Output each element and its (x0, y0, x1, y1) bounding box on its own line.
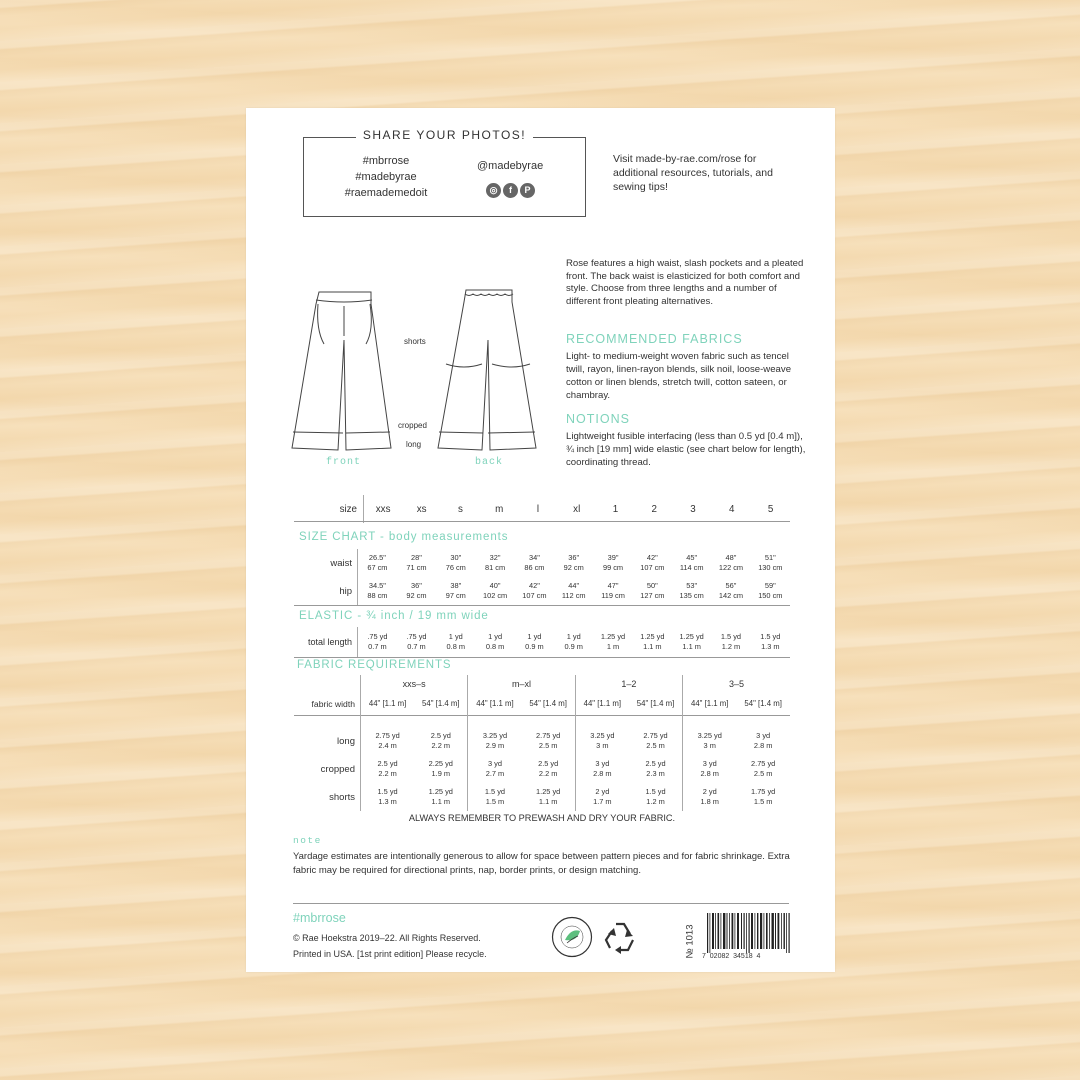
width-cell: 44" [1.1 m] (690, 698, 729, 708)
elastic-cell: 1.5 yd 1.2 m (720, 632, 742, 651)
visit-text: Visit made-by-rae.com/rose for additional resources, tutorials, and sewing tips! (613, 153, 773, 193)
recycle-icon (600, 918, 640, 958)
width-cell: 44" [1.1 m] (476, 698, 514, 708)
prewash-reminder: ALWAYS REMEMBER TO PREWASH AND DRY YOUR FABRIC. (408, 813, 676, 823)
width-cell: 54" [1.4 m] (744, 698, 782, 708)
waist-cell: 32" 81 cm (485, 553, 506, 572)
yardage-cell: 1.25 yd 1.1 m (522, 783, 576, 811)
waist-cell: 42" 107 cm (640, 553, 665, 572)
hip-cell: 38" 97 cm (445, 581, 466, 600)
elastic-cell: 1 yd 0.9 m (525, 632, 544, 651)
note-text: Yardage estimates are intentionally generous to allow for space between pattern pieces and for fabric shrinkage. Extra fabric may be required for directional prints, nap, border prints, or design matching. (293, 851, 790, 876)
yardage-cell: 1.25 yd 1.1 m (414, 783, 468, 811)
width-cell: 44" [1.1 m] (583, 698, 622, 708)
fabrics-text: Light- to medium-weight woven fabric such as tencel twill, rayon, linen-rayon blends, silk noil, loose-weave cotton or linen blends, stretch twill, cotton sateen, or chambray. (566, 351, 792, 401)
divider (294, 521, 790, 522)
group-header: 1–2 (575, 675, 682, 693)
fabric-width-label: fabric width (294, 693, 361, 715)
caption-front: front (326, 457, 362, 468)
notions-heading: NOTIONS (566, 412, 630, 426)
elastic-cell: 1 yd 0.8 m (446, 632, 466, 651)
size-col: xl (573, 503, 581, 515)
yardage-cell: 2.5 yd 2.3 m (629, 755, 683, 783)
yardage-cell: 2.75 yd 2.4 m (375, 731, 400, 750)
waist-cell: 39" 99 cm (602, 553, 624, 572)
divider (294, 605, 790, 606)
yardage-cell: 2 yd 1.7 m (593, 787, 612, 806)
width-cell: 54" [1.4 m] (522, 693, 576, 715)
hashtag-madebyrae: #madebyrae (355, 171, 417, 183)
divider (293, 903, 789, 904)
waist-cell: 36" 92 cm (563, 553, 584, 572)
yardage-cell: 1.5 yd 1.5 m (484, 787, 506, 806)
hashtag-raemademedoit: #raemademedoit (344, 187, 428, 199)
barcode (705, 911, 795, 953)
pattern-number: № 1013 (684, 924, 696, 959)
group-header: 3–5 (729, 679, 745, 689)
row-label-long: long (294, 727, 361, 755)
fabrics-heading: RECOMMENDED FABRICS (566, 332, 743, 346)
caption-back: back (475, 457, 504, 468)
yardage-cell: 3 yd 2.8 m (593, 759, 612, 778)
hip-cell: 44" 112 cm (561, 581, 586, 600)
elastic-cell: .75 yd 0.7 m (406, 632, 427, 651)
hip-cell: 34.5" 88 cm (367, 581, 388, 600)
yardage-cell: 2.5 yd 2.2 m (522, 755, 576, 783)
size-col: 4 (729, 503, 735, 515)
hip-label: hip (296, 577, 358, 605)
width-cell: 54" [1.4 m] (629, 693, 683, 715)
hip-cell: 53" 135 cm (679, 581, 704, 600)
copyright: © Rae Hoekstra 2019–22. All Rights Reserved. (293, 933, 481, 943)
body-measurements-table (296, 549, 790, 605)
waist-cell: 30" 76 cm (445, 553, 466, 572)
waist-label: waist (296, 549, 358, 577)
sustainable-logo-icon (551, 916, 593, 958)
hip-cell: 42" 107 cm (522, 581, 547, 600)
size-col: l (536, 503, 540, 515)
hashtag-mbrrose: #mbrrose (362, 155, 410, 167)
width-cell: 44" [1.1 m] (368, 698, 407, 708)
elastic-cell: 1.25 yd 1.1 m (679, 632, 704, 651)
product-description: Rose features a high waist, slash pockets and a pleated front. The back waist is elasticized for both comfort and style. Choose from three lengths and a number of different front pleating alternatives. (566, 258, 804, 307)
yardage-cell: 3 yd 2.8 m (753, 731, 773, 750)
label-cropped: cropped (398, 421, 427, 430)
elastic-cell: 1.25 yd 1 m (600, 632, 626, 651)
elastic-label: total length (296, 627, 358, 657)
yardage-cell: 3 yd 2.8 m (700, 759, 719, 778)
yardage-cell: 3 yd 2.7 m (485, 759, 505, 778)
waist-cell: 26.5" 67 cm (367, 553, 388, 572)
yardage-cell: 1.5 yd 1.3 m (377, 787, 398, 806)
size-col: 3 (690, 503, 696, 515)
instagram-icon: ◎ (486, 183, 501, 198)
elastic-cell: 1 yd 0.8 m (485, 632, 505, 651)
hip-cell: 56" 142 cm (718, 581, 744, 600)
row-label-cropped: cropped (294, 755, 361, 783)
yardage-cell: 2.75 yd 2.5 m (751, 759, 776, 778)
yardage-cell: 2.75 yd 2.5 m (522, 727, 576, 755)
yardage-cell: 3.25 yd 3 m (697, 731, 722, 750)
size-label: size (296, 495, 364, 523)
elastic-cell: 1.5 yd 1.3 m (760, 632, 781, 651)
pants-illustration (286, 280, 566, 472)
size-col: xs (416, 503, 427, 515)
yardage-cell: 1.5 yd 1.2 m (629, 783, 683, 811)
yardage-cell: 1.75 yd 1.5 m (751, 787, 776, 806)
facebook-icon: f (503, 183, 518, 198)
printed-note: Printed in USA. [1st print edition] Please recycle. (293, 949, 487, 959)
note-title: note (293, 835, 322, 846)
size-col: s (457, 503, 463, 515)
size-col: 1 (612, 503, 619, 515)
yardage-cell: 2 yd 1.8 m (700, 787, 719, 806)
hip-cell: 47" 119 cm (601, 581, 625, 600)
front-pants-drawing (292, 292, 391, 450)
waist-cell: 45" 114 cm (679, 553, 704, 572)
yardage-cell: 2.75 yd 2.5 m (629, 727, 683, 755)
size-col: m (495, 503, 504, 515)
group-header: xxs–s (361, 675, 468, 693)
label-long: long (406, 440, 422, 449)
hip-cell: 59" 150 cm (758, 581, 783, 600)
yardage-cell: 2.5 yd 2.2 m (414, 727, 468, 755)
yardage-cell: 3.25 yd 3 m (590, 731, 615, 750)
footer-hashtag: #mbrrose (293, 911, 346, 925)
label-shorts: shorts (404, 337, 426, 346)
elastic-cell: 1.25 yd 1.1 m (640, 632, 665, 651)
size-col: 5 (767, 503, 774, 515)
hip-cell: 40" 102 cm (482, 581, 508, 600)
width-cell: 54" [1.4 m] (414, 693, 468, 715)
pattern-envelope-back (246, 108, 835, 972)
waist-cell: 48" 122 cm (718, 553, 744, 572)
elastic-cell: 1 yd 0.9 m (564, 632, 583, 651)
size-col: 2 (651, 503, 657, 515)
pinterest-icon: P (520, 183, 535, 198)
hip-cell: 36" 92 cm (406, 581, 427, 600)
hip-cell: 50" 127 cm (640, 581, 665, 600)
social-handle: @madebyrae (477, 160, 544, 172)
divider (294, 657, 790, 658)
waist-cell: 51" 130 cm (758, 553, 783, 572)
waist-cell: 34" 86 cm (524, 553, 545, 572)
back-pants-drawing (438, 290, 536, 450)
row-label-shorts: shorts (294, 783, 361, 811)
share-photos-title: SHARE YOUR PHOTOS! (304, 128, 585, 142)
size-header-table (296, 495, 790, 523)
elastic-cell: .75 yd 0.7 m (367, 632, 388, 651)
yardage-cell: 2.5 yd 2.2 m (377, 759, 398, 778)
notions-text: Lightweight fusible interfacing (less than 0.5 yd [0.4 m]), ¾ inch [19 mm] wide elastic (see chart below for length), coordinating thread. (566, 431, 806, 468)
elastic-table (296, 627, 790, 657)
group-header: m–xl (468, 675, 575, 693)
fabric-requirements-table (294, 675, 790, 811)
body-measurements-heading: SIZE CHART - body measurements (299, 531, 509, 543)
social-icons (486, 180, 537, 198)
barcode-digits: 7 02082 34518 4 (702, 953, 761, 960)
elastic-heading: ELASTIC - ¾ inch / 19 mm wide (299, 610, 489, 622)
yardage-cell: 2.25 yd 1.9 m (414, 755, 468, 783)
fabric-requirements-heading: FABRIC REQUIREMENTS (297, 659, 452, 671)
yardage-cell: 3.25 yd 2.9 m (482, 731, 508, 750)
waist-cell: 28" 71 cm (406, 553, 427, 572)
size-col: xxs (375, 503, 391, 515)
